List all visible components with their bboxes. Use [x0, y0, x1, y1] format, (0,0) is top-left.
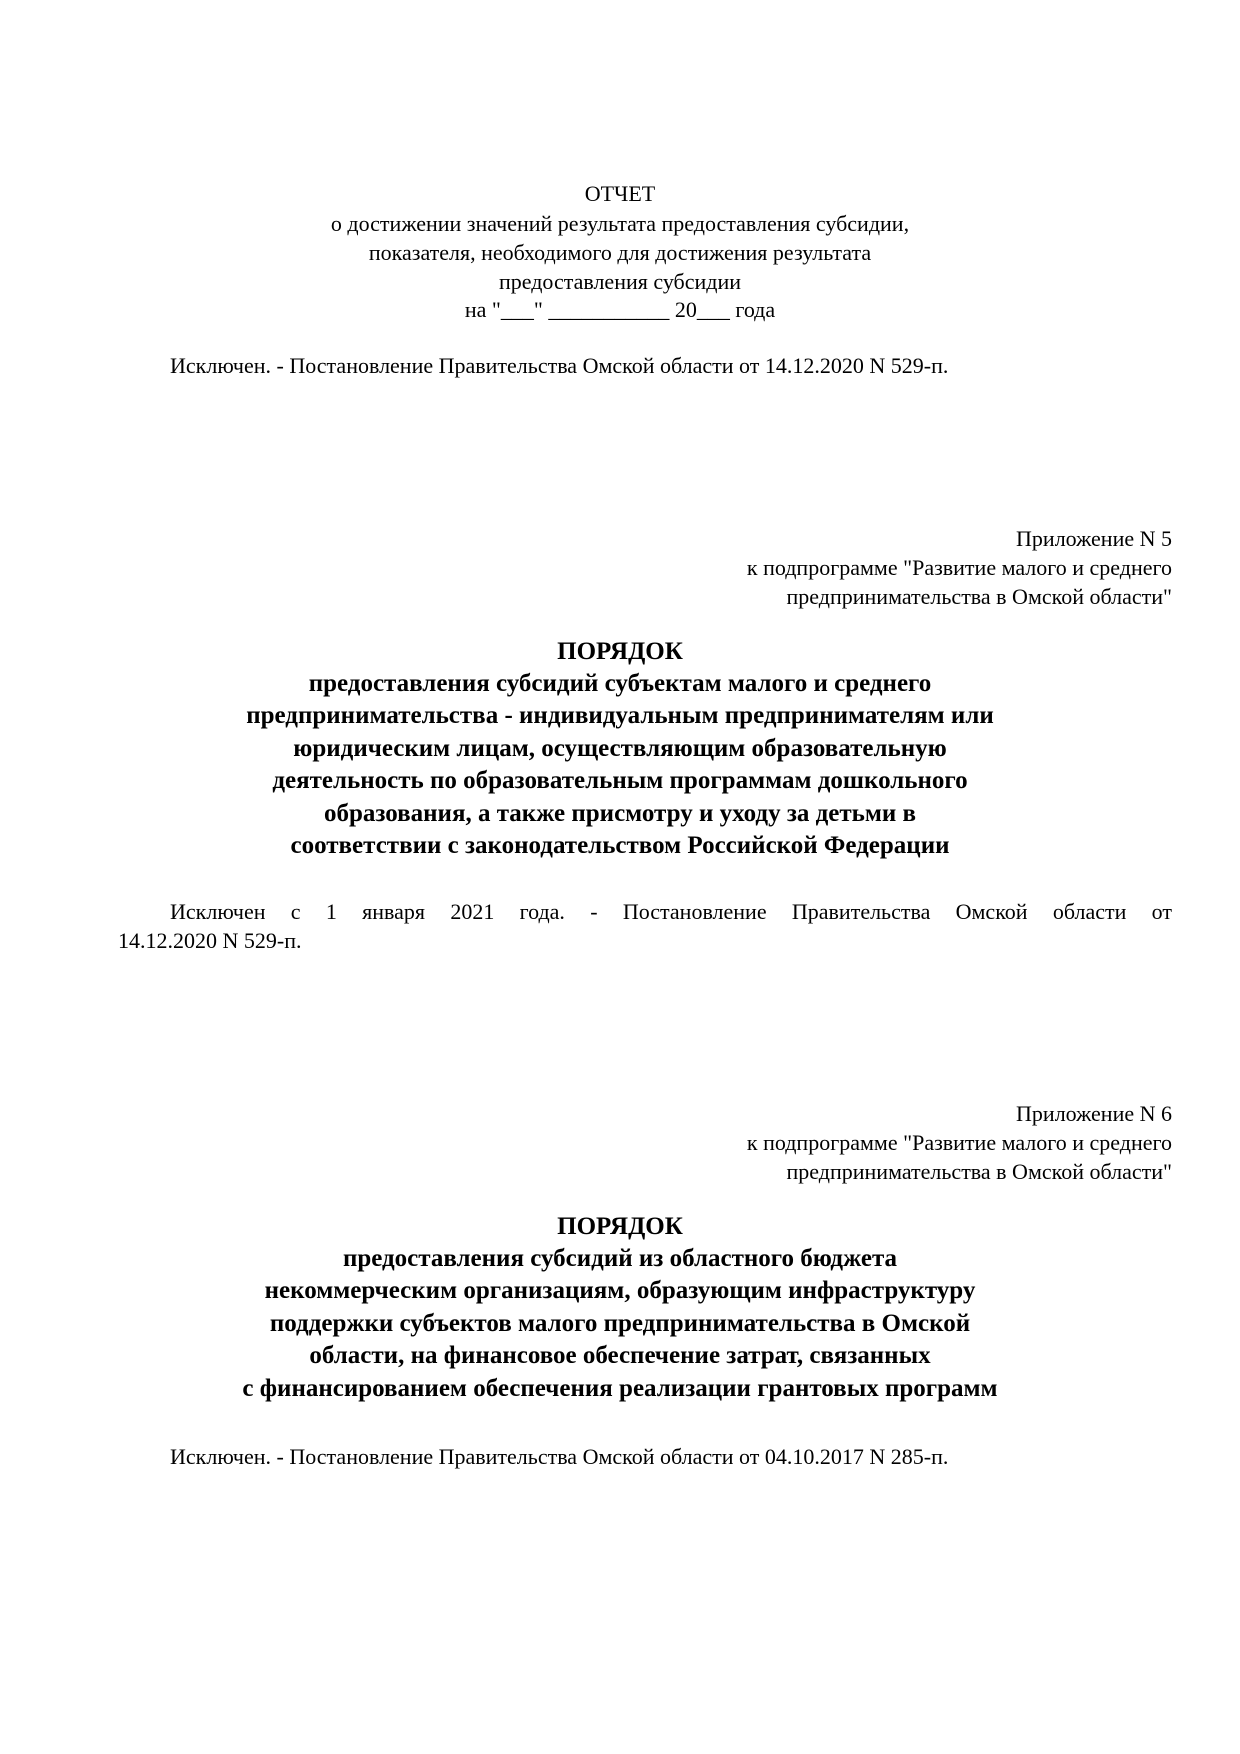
- appendix5-subtitle-line-5: образования, а также присмотру и уходу за детьми в: [323, 800, 917, 827]
- appendix6-subtitle-line-4: области, на финансовое обеспечение затрат, связанных: [309, 1342, 931, 1369]
- appendix5-exclusion-note-line-1: Исключен с 1 января 2021 года. - Постановление Правительства Омской области от: [170, 899, 1172, 924]
- report-subtitle-line-2: показателя, необходимого для достижения результата: [368, 240, 872, 265]
- appendix5-header-line-2: к подпрограмме "Развитие малого и среднего: [746, 555, 1172, 580]
- appendix5-subtitle-line-1: предоставления субсидий субъектам малого и среднего: [308, 670, 932, 697]
- appendix5-header-line-3: предпринимательства в Омской области": [786, 584, 1172, 609]
- appendix6-header-line-2: к подпрограмме "Развитие малого и среднего: [746, 1130, 1172, 1155]
- appendix6-exclusion-note: Исключен. - Постановление Правительства Омской области от 04.10.2017 N 285-п.: [170, 1444, 949, 1469]
- appendix5-subtitle-line-4: деятельность по образовательным программам дошкольного: [272, 767, 968, 794]
- appendix6-subtitle-line-3: поддержки субъектов малого предпринимательства в Омской: [269, 1310, 971, 1337]
- appendix5-subtitle-line-3: юридическим лицам, осуществляющим образовательную: [293, 735, 947, 762]
- report-exclusion-note: Исключен. - Постановление Правительства Омской области от 14.12.2020 N 529-п.: [170, 353, 949, 378]
- appendix6-subtitle-line-5: с финансированием обеспечения реализации грантовых программ: [242, 1375, 998, 1402]
- appendix6-subtitle-line-2: некоммерческим организациям, образующим инфраструктуру: [264, 1277, 976, 1304]
- appendix6-title: ПОРЯДОК: [557, 1213, 683, 1240]
- appendix6-subtitle-line-1: предоставления субсидий из областного бюджета: [342, 1245, 898, 1272]
- report-title: ОТЧЕТ: [584, 181, 656, 206]
- report-subtitle-line-1: о достижении значений результата предоставления субсидии,: [330, 211, 910, 236]
- report-date-line: на "___" ___________ 20___ года: [464, 297, 776, 322]
- appendix6-header-line-3: предпринимательства в Омской области": [786, 1159, 1172, 1184]
- appendix5-header-line-1: Приложение N 5: [1016, 526, 1172, 551]
- appendix6-header-line-1: Приложение N 6: [1016, 1101, 1172, 1126]
- report-subtitle-line-3: предоставления субсидии: [498, 269, 742, 294]
- appendix5-subtitle-line-6: соответствии с законодательством Российской Федерации: [290, 832, 950, 859]
- appendix5-title: ПОРЯДОК: [557, 638, 683, 665]
- appendix5-subtitle-line-2: предпринимательства - индивидуальным предпринимателям или: [246, 702, 994, 729]
- appendix5-exclusion-note-line-2: 14.12.2020 N 529-п.: [118, 928, 302, 953]
